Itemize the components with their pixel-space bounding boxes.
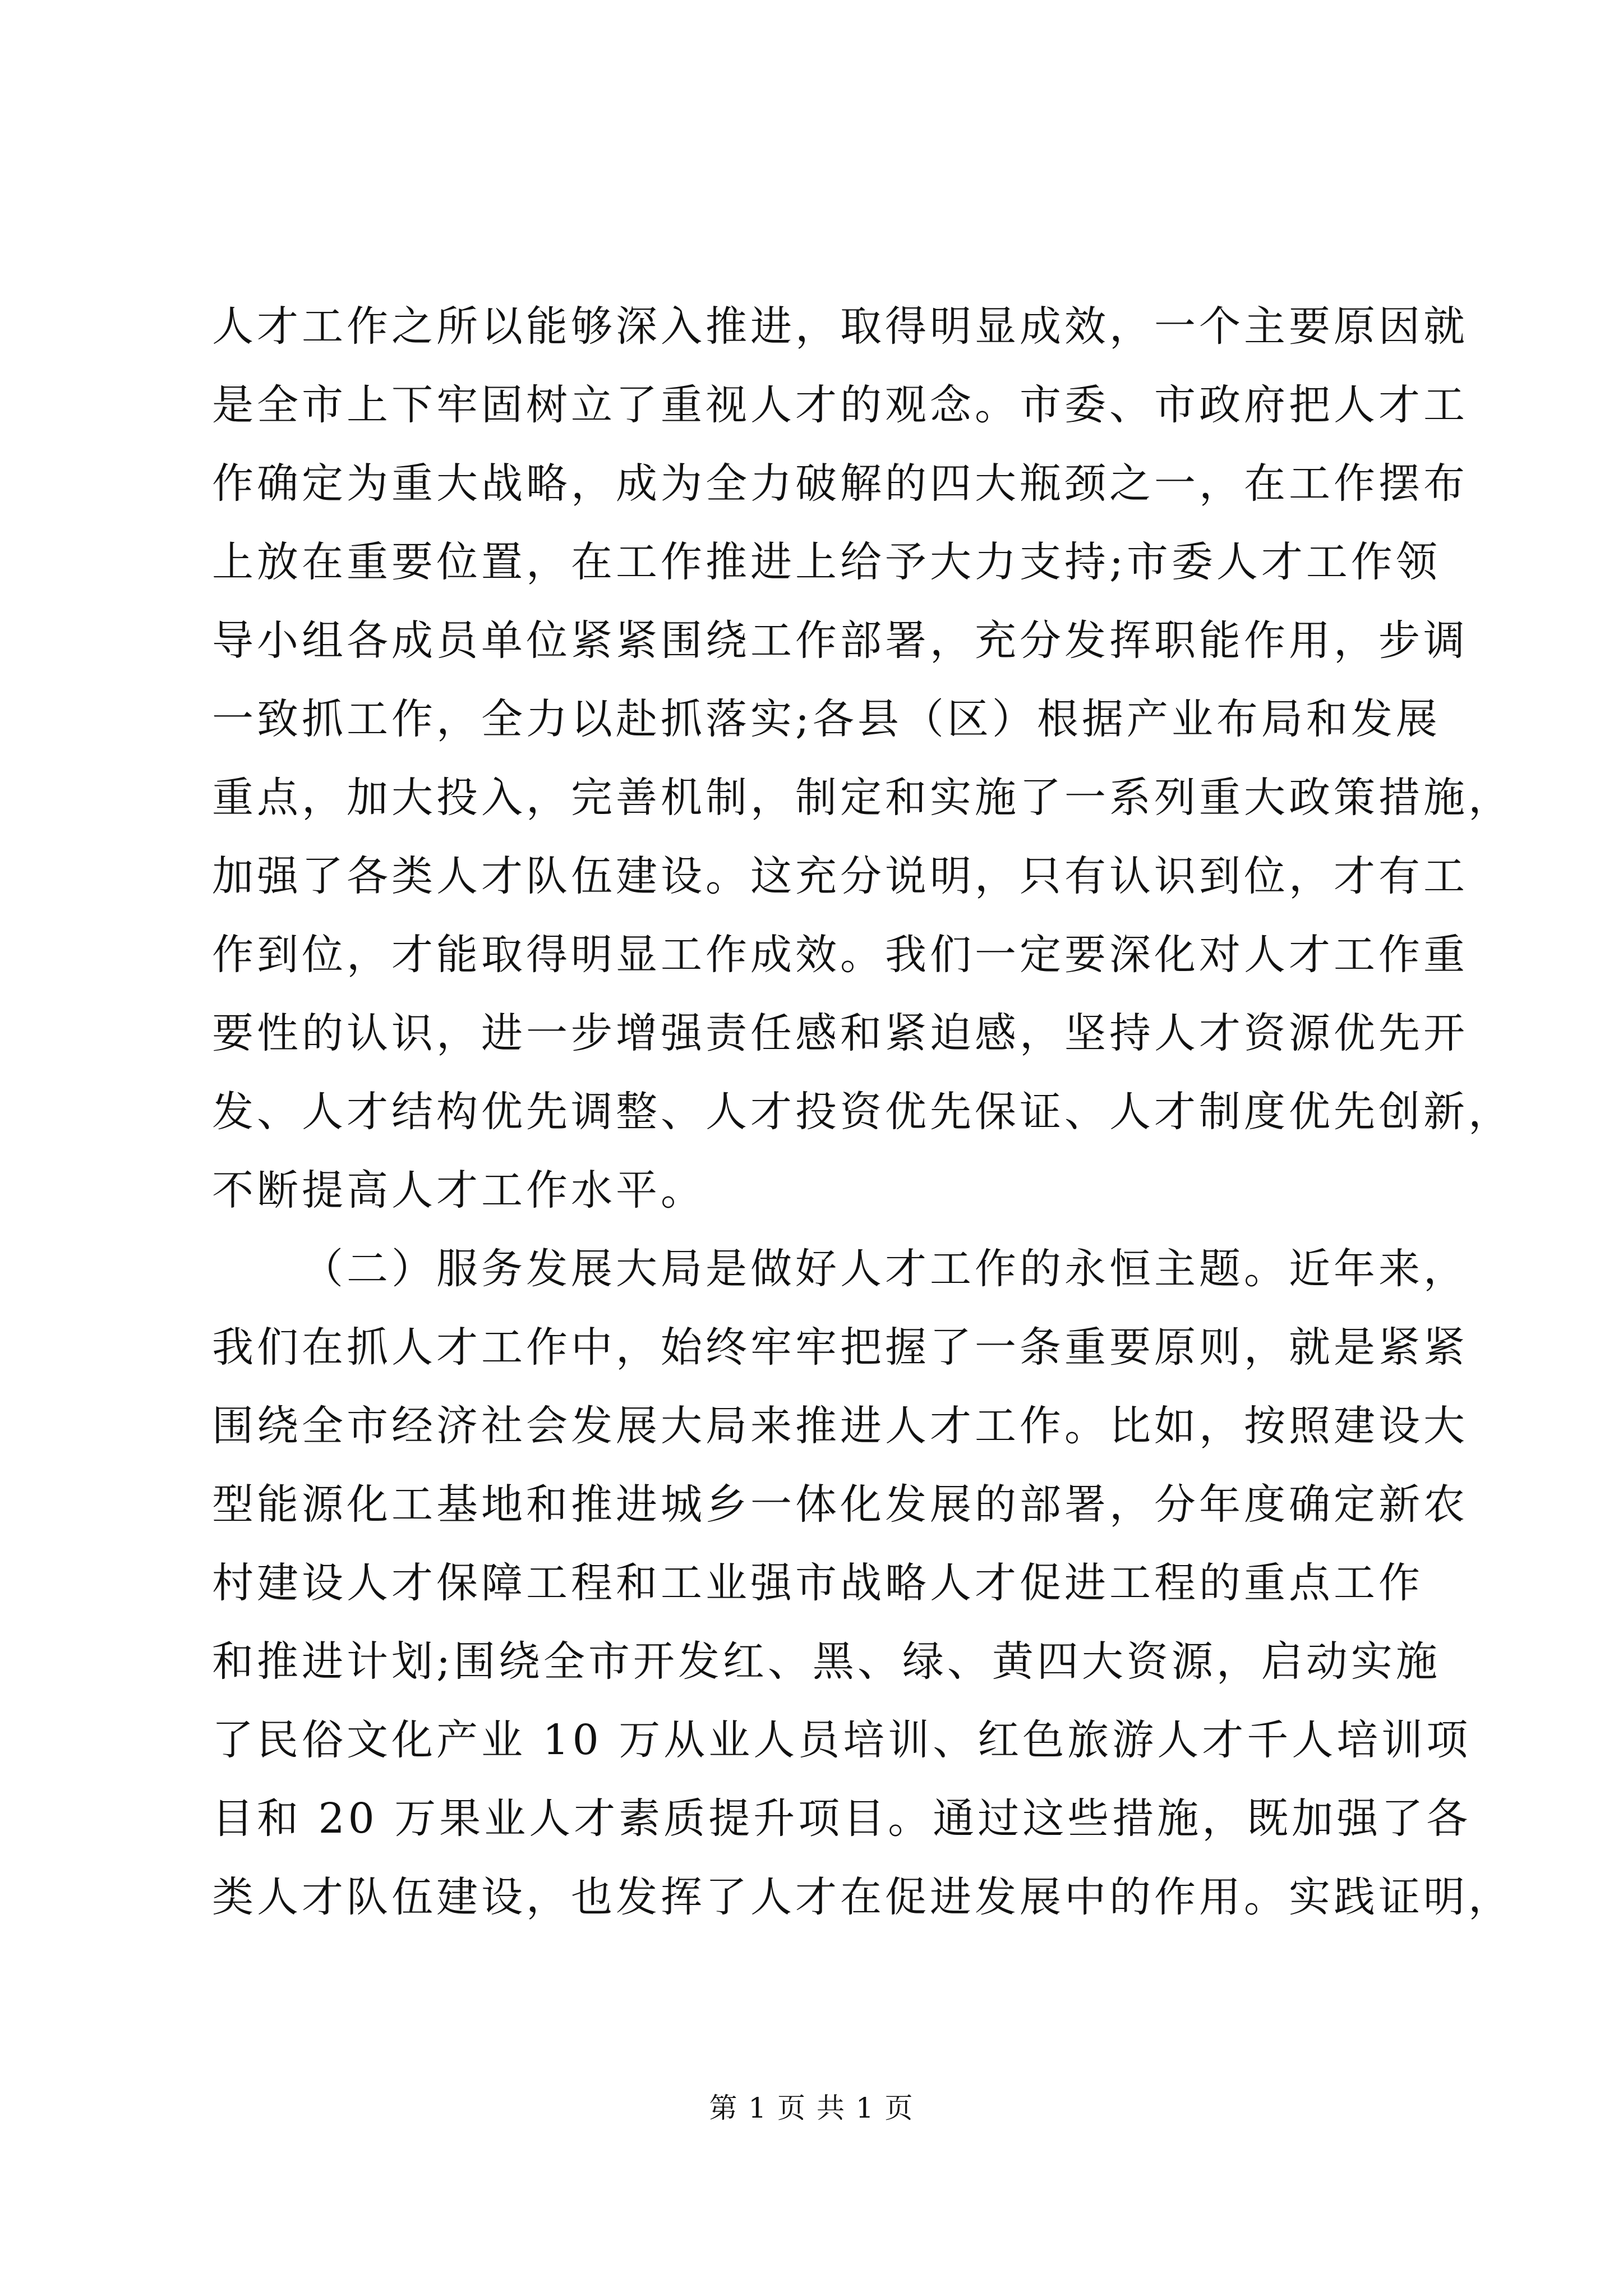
text-line: 围绕全市经济社会发展大局来推进人才工作。比如，按照建设大 bbox=[212, 1402, 1468, 1450]
text-line: 和推进计划;围绕全市开发红、黑、绿、黄四大资源，启动实施 bbox=[212, 1637, 1441, 1686]
text-line: 导小组各成员单位紧紧围绕工作部署，充分发挥职能作用，步调 bbox=[212, 616, 1468, 665]
page-footer: 第 1 页 共 1 页 bbox=[709, 2092, 914, 2124]
text-line: 不断提高人才工作水平。 bbox=[212, 1166, 706, 1214]
text-line: 上放在重要位置，在工作推进上给予大力支持;市委人才工作领 bbox=[212, 538, 1441, 586]
text-line: 村建设人才保障工程和工业强市战略人才促进工程的重点工作 bbox=[212, 1559, 1423, 1607]
text-line: 作到位，才能取得明显工作成效。我们一定要深化对人才工作重 bbox=[212, 931, 1468, 979]
text-line: 要性的认识，进一步增强责任感和紧迫感，坚持人才资源优先开 bbox=[212, 1009, 1468, 1057]
text-line: 人才工作之所以能够深入推进，取得明显成效，一个主要原因就 bbox=[212, 302, 1468, 351]
text-line: 型能源化工基地和推进城乡一体化发展的部署，分年度确定新农 bbox=[212, 1480, 1468, 1529]
text-line: 类人才队伍建设，也发挥了人才在促进发展中的作用。实践证明， bbox=[212, 1873, 1513, 1921]
section-heading-line: （二）服务发展大局是做好人才工作的永恒主题。近年来， bbox=[302, 1245, 1468, 1293]
text-line: 重点，加大投入，完善机制，制定和实施了一系列重大政策措施， bbox=[212, 774, 1513, 822]
text-line: 一致抓工作，全力以赴抓落实;各县（区）根据产业布局和发展 bbox=[212, 695, 1441, 743]
text-line: 了民俗文化产业 10 万从业人员培训、红色旅游人才千人培训项 bbox=[212, 1716, 1472, 1764]
text-line: 是全市上下牢固树立了重视人才的观念。市委、市政府把人才工 bbox=[212, 381, 1468, 429]
text-line: 作确定为重大战略，成为全力破解的四大瓶颈之一，在工作摆布 bbox=[212, 459, 1468, 508]
text-line: 发、人才结构优先调整、人才投资优先保证、人才制度优先创新， bbox=[212, 1088, 1513, 1136]
text-line: 加强了各类人才队伍建设。这充分说明，只有认识到位，才有工 bbox=[212, 852, 1468, 900]
body-text bbox=[212, 287, 1513, 1936]
text-line: 目和 20 万果业人才素质提升项目。通过这些措施，既加强了各 bbox=[212, 1795, 1472, 1843]
text-line: 我们在抓人才工作中，始终牢牢把握了一条重要原则，就是紧紧 bbox=[212, 1323, 1468, 1372]
